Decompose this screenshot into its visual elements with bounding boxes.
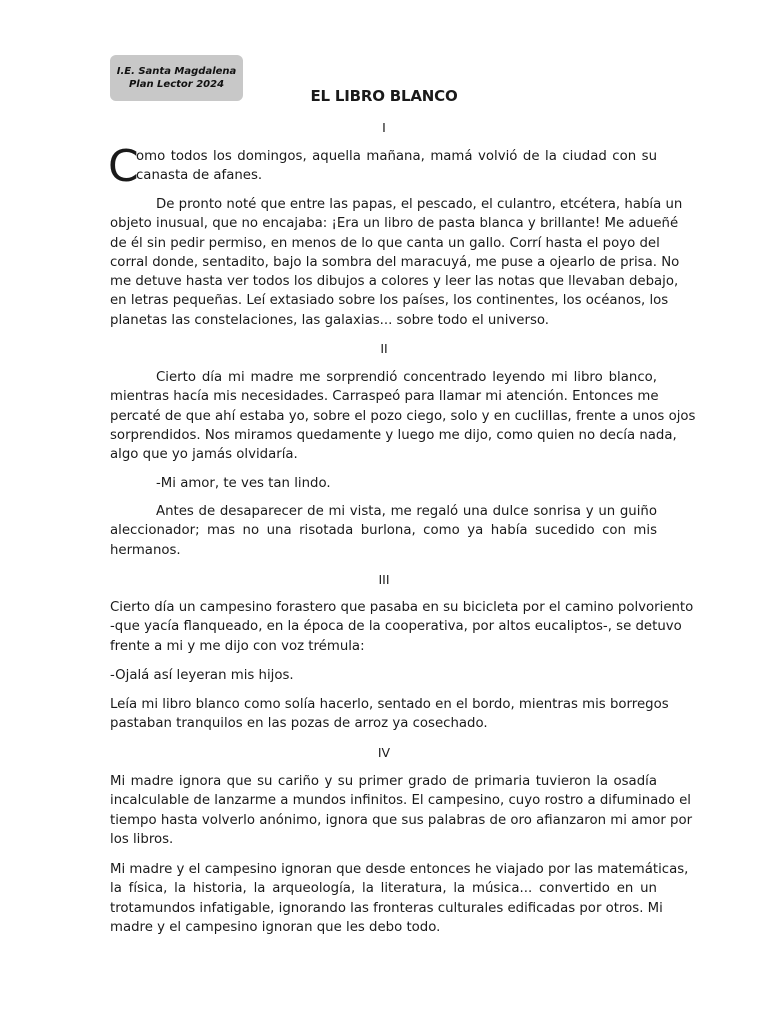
text-line: omo todos los domingos, aquella mañana, mamá volvió de la ciudad con su xyxy=(136,149,657,164)
text-line: tiempo hasta volverlo anónimo, ignora que sus palabras de oro afianzaron mi amor por xyxy=(110,812,693,828)
text-line: la física, la historia, la arqueología, la literatura, la música... convertido en un xyxy=(110,881,657,897)
text-line: percaté de que ahí estaba yo, sobre el pozo ciego, solo y en cuclillas, frente a unos ojos xyxy=(110,408,696,424)
text-line: planetas las constelaciones, las galaxias... sobre todo el universo. xyxy=(110,312,550,328)
text-line: trotamundos infatigable, ignorando las fronteras culturales edificadas por otros. Mi xyxy=(110,900,663,916)
drop-cap: C xyxy=(108,141,139,192)
text-line: Cierto día mi madre me sorprendió concentrado leyendo mi libro blanco, xyxy=(156,370,657,385)
text-line: -Ojalá así leyeran mis hijos. xyxy=(110,668,294,683)
text-line: algo que yo jamás olvidaría. xyxy=(110,447,298,463)
document-title: EL LIBRO BLANCO xyxy=(310,87,458,105)
text-line: madre y el campesino ignoran que les debo todo. xyxy=(110,919,441,935)
text-line: los libros. xyxy=(110,831,174,847)
text-line: en letras pequeñas. Leí extasiado sobre los países, los continentes, los océanos, los xyxy=(110,293,669,309)
text-line: Cierto día un campesino forastero que pasaba en su bicicleta por el camino polvoriento xyxy=(110,600,694,615)
paragraph-7 xyxy=(110,666,657,685)
paragraph-8 xyxy=(110,695,669,734)
text-line: pastaban tranquilos en las pozas de arroz ya cosechado. xyxy=(110,716,488,732)
text-line: Mi madre ignora que su cariño y su primer grado de primaria tuvieron la osadía xyxy=(110,774,657,789)
school-name: I.E. Santa Magdalena xyxy=(116,66,237,77)
text-line: aleccionador; mas no una risotada burlona, como ya había sucedido con mis xyxy=(110,523,657,539)
paragraph-3 xyxy=(110,368,696,464)
text-line: objeto inusual, que no encajaba: ¡Era un libro de pasta blanca y brillante! Me adueñé xyxy=(110,216,679,232)
text-line: de él sin pedir permiso, en menos de lo que canta un gallo. Corrí hasta el poyo del xyxy=(110,235,660,251)
text-line: me detuve hasta ver todos los dibujos a colores y leer las notas que llevaban debajo, xyxy=(110,274,679,290)
section-heading-3: III xyxy=(378,572,390,587)
paragraph-10 xyxy=(110,860,689,937)
section-heading-2: II xyxy=(380,341,388,356)
text-line: Antes de desaparecer de mi vista, me regaló una dulce sonrisa y un guiño xyxy=(156,504,657,519)
text-line: De pronto noté que entre las papas, el pescado, el culantro, etcétera, había un xyxy=(156,197,683,212)
section-heading-1: I xyxy=(382,120,386,135)
text-line: canasta de afanes. xyxy=(136,168,263,184)
section-heading-4: IV xyxy=(377,745,391,760)
paragraph-4 xyxy=(110,474,657,493)
text-line: -Mi amor, te ves tan lindo. xyxy=(156,476,331,491)
text-line: corral donde, sentadito, bajo la sombra del maracuyá, me puse a ojearlo de prisa. No xyxy=(110,254,680,270)
program-name: Plan Lector 2024 xyxy=(128,79,225,90)
paragraph-6 xyxy=(110,598,694,656)
text-line: incalculable de lanzarme a mundos infinitos. El campesino, cuyo rostro a difuminado el xyxy=(110,793,691,809)
text-line: Mi madre y el campesino ignoran que desde entonces he viajado por las matemáticas, xyxy=(110,862,689,877)
text-line: mientras hacía mis necesidades. Carraspeó para llamar mi atención. Entonces me xyxy=(110,389,659,405)
paragraph-9 xyxy=(110,772,693,849)
text-line: sorprendidos. Nos miramos quedamente y luego me dijo, como quien no decía nada, xyxy=(110,427,677,443)
paragraph-5 xyxy=(110,502,657,560)
paragraph-1 xyxy=(136,147,657,186)
text-line: Leía mi libro blanco como solía hacerlo, sentado en el bordo, mientras mis borregos xyxy=(110,697,669,712)
text-line: -que yacía flanqueado, en la época de la cooperativa, por altos eucaliptos-, se detuvo xyxy=(110,619,682,635)
text-line: hermanos. xyxy=(110,542,181,558)
paragraph-2 xyxy=(110,195,683,330)
text-line: frente a mi y me dijo con voz trémula: xyxy=(110,638,365,654)
